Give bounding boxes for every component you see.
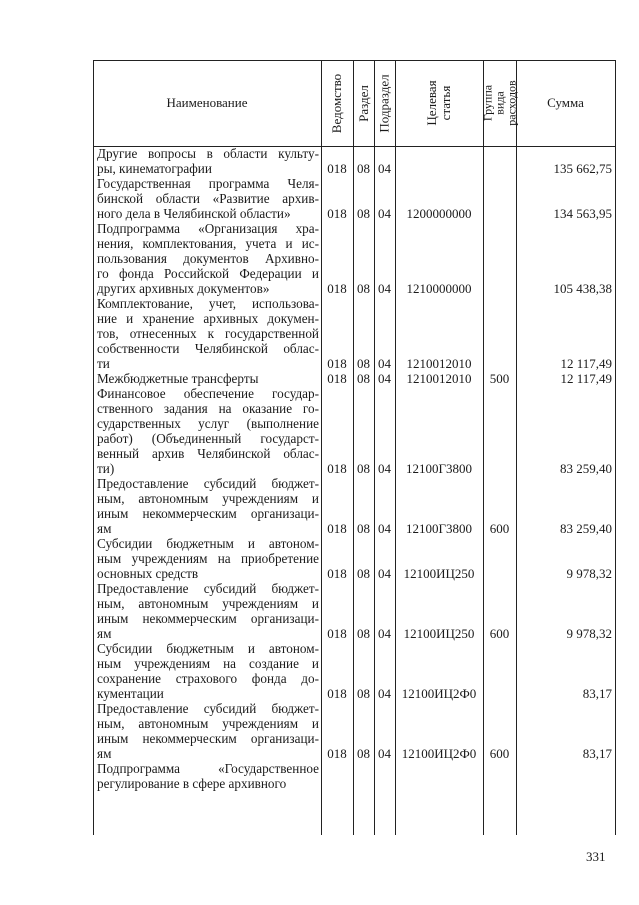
row-name-line: ям [97, 521, 112, 536]
row-name-line: сохранение страхового фонда до- [97, 671, 319, 686]
header-name [93, 60, 321, 146]
row-name-line: Комплектование, учет, использова- [97, 296, 319, 311]
row-name [97, 296, 319, 371]
row-name [97, 386, 319, 476]
row-name-line: Предоставление субсидий бюджет- [97, 581, 319, 596]
row-name-line: Подпрограмма «Организация хра- [97, 221, 319, 236]
header-celevaya-label: Целевая статья [424, 80, 453, 126]
row-vedomstvo: 018 [327, 206, 347, 221]
row-summa: 83,17 [582, 746, 612, 761]
row-summa: 83,17 [582, 686, 612, 701]
row-razdel: 08 [357, 746, 370, 761]
row-podrazdel: 04 [378, 521, 391, 536]
row-celevaya: 12100ИЦ2Ф0 [401, 746, 477, 761]
row-name-line: Другие вопросы в области культу- [97, 146, 319, 161]
row-gruppa: 600 [489, 746, 510, 761]
row-summa: 12 117,49 [560, 356, 612, 371]
row-summa: 105 438,38 [553, 281, 612, 296]
row-name-line: ным, автономным учреждениям и [97, 491, 319, 506]
header-summa-label: Сумма [547, 95, 584, 110]
row-summa: 83 259,40 [560, 521, 612, 536]
row-podrazdel: 04 [378, 686, 391, 701]
row-summa: 9 978,32 [566, 566, 612, 581]
row-vedomstvo: 018 [327, 356, 347, 371]
row-name [97, 536, 319, 581]
row-celevaya: 12100Г3800 [405, 521, 472, 536]
grid-line [374, 60, 375, 835]
row-razdel: 08 [357, 356, 370, 371]
row-podrazdel: 04 [378, 161, 391, 176]
header-podrazdel [374, 60, 395, 146]
row-name [97, 371, 319, 386]
row-name [97, 476, 319, 536]
row-summa: 135 662,75 [553, 161, 612, 176]
row-name-line: сударственных услуг (выполнение [97, 416, 319, 431]
row-name-line: кументации [97, 686, 164, 701]
grid-line [93, 60, 94, 835]
row-name-line: Подпрограмма «Государственное [97, 761, 319, 776]
row-name-line: го фонда Российской Федерации и [97, 266, 319, 281]
row-summa: 9 978,32 [566, 626, 612, 641]
header-podrazdel-label: Подраздел [377, 73, 393, 133]
row-razdel: 08 [357, 521, 370, 536]
row-razdel: 08 [357, 626, 370, 641]
row-name-line: ям [97, 746, 112, 761]
grid-line [353, 60, 354, 835]
row-name-line: ти) [97, 461, 115, 476]
row-name-line: работ) (Объединенный государст- [97, 431, 319, 446]
row-name-line: Субсидии бюджетным и автоном- [97, 641, 319, 656]
row-podrazdel: 04 [378, 461, 391, 476]
grid-line [615, 60, 616, 835]
row-name-line: нения, комплектования, учета и ис- [97, 236, 319, 251]
row-name-line: Субсидии бюджетным и автоном- [97, 536, 319, 551]
row-celevaya: 1210012010 [406, 356, 472, 371]
row-razdel: 08 [357, 686, 370, 701]
row-gruppa: 500 [489, 371, 510, 386]
row-name [97, 176, 319, 221]
row-name-line: ние и хранение архивных докумен- [97, 311, 319, 326]
row-vedomstvo: 018 [327, 161, 347, 176]
header-name-label: Наименование [166, 95, 248, 110]
row-celevaya: 12100Г3800 [405, 461, 472, 476]
row-podrazdel: 04 [378, 566, 391, 581]
header-gruppa [480, 60, 519, 146]
row-vedomstvo: 018 [327, 461, 347, 476]
row-name-line: бинской области «Развитие архив- [97, 191, 319, 206]
row-name-line: иным некоммерческим организаци- [97, 611, 319, 626]
header-razdel [353, 60, 374, 146]
row-celevaya: 12100ИЦ250 [403, 626, 475, 641]
grid-line [395, 60, 396, 835]
row-name [97, 146, 319, 176]
row-podrazdel: 04 [378, 281, 391, 296]
grid-line [516, 60, 517, 835]
row-name-line: Предоставление субсидий бюджет- [97, 701, 319, 716]
row-name-line: ным учреждениям на приобретение [97, 551, 319, 566]
row-celevaya: 1200000000 [406, 206, 472, 221]
row-podrazdel: 04 [378, 746, 391, 761]
row-name-line: основных средств [97, 566, 199, 581]
row-podrazdel: 04 [378, 371, 391, 386]
row-name-line: пользования документов Архивно- [97, 251, 319, 266]
row-name-line: Межбюджетные трансферты [97, 371, 259, 386]
row-name [97, 761, 319, 791]
row-name [97, 641, 319, 701]
row-razdel: 08 [357, 566, 370, 581]
row-name-line: ям [97, 626, 112, 641]
row-celevaya: 1210012010 [406, 371, 472, 386]
row-name-line: Государственная программа Челя- [97, 176, 319, 191]
header-razdel-label: Раздел [356, 84, 371, 122]
header-summa [516, 60, 615, 146]
header-vedomstvo [321, 60, 353, 146]
row-celevaya: 12100ИЦ250 [403, 566, 475, 581]
row-name-line: иным некоммерческим организаци- [97, 506, 319, 521]
header-celevaya [395, 60, 483, 146]
header-gruppa-label: Группа вида расходов [480, 80, 519, 126]
row-vedomstvo: 018 [327, 281, 347, 296]
row-name-line: ственного задания на оказание го- [97, 401, 319, 416]
row-name-line: собственности Челябинской облас- [97, 341, 319, 356]
grid-line [483, 60, 484, 835]
budget-table [93, 60, 616, 835]
row-vedomstvo: 018 [327, 746, 347, 761]
row-name-line: ным, автономным учреждениям и [97, 596, 319, 611]
row-podrazdel: 04 [378, 626, 391, 641]
row-name-line: иным некоммерческим организаци- [97, 731, 319, 746]
row-podrazdel: 04 [378, 356, 391, 371]
row-podrazdel: 04 [378, 206, 391, 221]
row-gruppa: 600 [489, 521, 510, 536]
row-name [97, 221, 319, 296]
row-summa: 134 563,95 [553, 206, 612, 221]
grid-line [321, 60, 322, 835]
row-name-line: тов, отнесенных к государственной [97, 326, 319, 341]
row-name-line: Финансовое обеспечение государ- [97, 386, 319, 401]
row-gruppa: 600 [489, 626, 510, 641]
page-number: 331 [586, 849, 606, 864]
row-razdel: 08 [357, 161, 370, 176]
row-name-line: ного дела в Челябинской области» [97, 206, 291, 221]
row-razdel: 08 [357, 206, 370, 221]
row-name-line: ры, кинематографии [97, 161, 212, 176]
row-razdel: 08 [357, 461, 370, 476]
row-name [97, 581, 319, 641]
row-name-line: регулирование в сфере архивного [97, 776, 287, 791]
row-name-line: ти [97, 356, 110, 371]
row-vedomstvo: 018 [327, 626, 347, 641]
row-vedomstvo: 018 [327, 521, 347, 536]
row-name [97, 701, 319, 761]
row-name-line: венный архив Челябинской облас- [97, 446, 319, 461]
row-name-line: других архивных документов» [97, 281, 270, 296]
row-summa: 83 259,40 [560, 461, 612, 476]
row-vedomstvo: 018 [327, 371, 347, 386]
row-celevaya: 12100ИЦ2Ф0 [401, 686, 477, 701]
row-celevaya: 1210000000 [406, 281, 472, 296]
row-name-line: ным учреждениям на создание и [97, 656, 319, 671]
row-name-line: ным, автономным учреждениям и [97, 716, 319, 731]
row-razdel: 08 [357, 281, 370, 296]
row-name-line: Предоставление субсидий бюджет- [97, 476, 319, 491]
row-vedomstvo: 018 [327, 566, 347, 581]
header-vedomstvo-label: Ведомство [329, 73, 345, 133]
row-vedomstvo: 018 [327, 686, 347, 701]
row-razdel: 08 [357, 371, 370, 386]
row-summa: 12 117,49 [560, 371, 612, 386]
